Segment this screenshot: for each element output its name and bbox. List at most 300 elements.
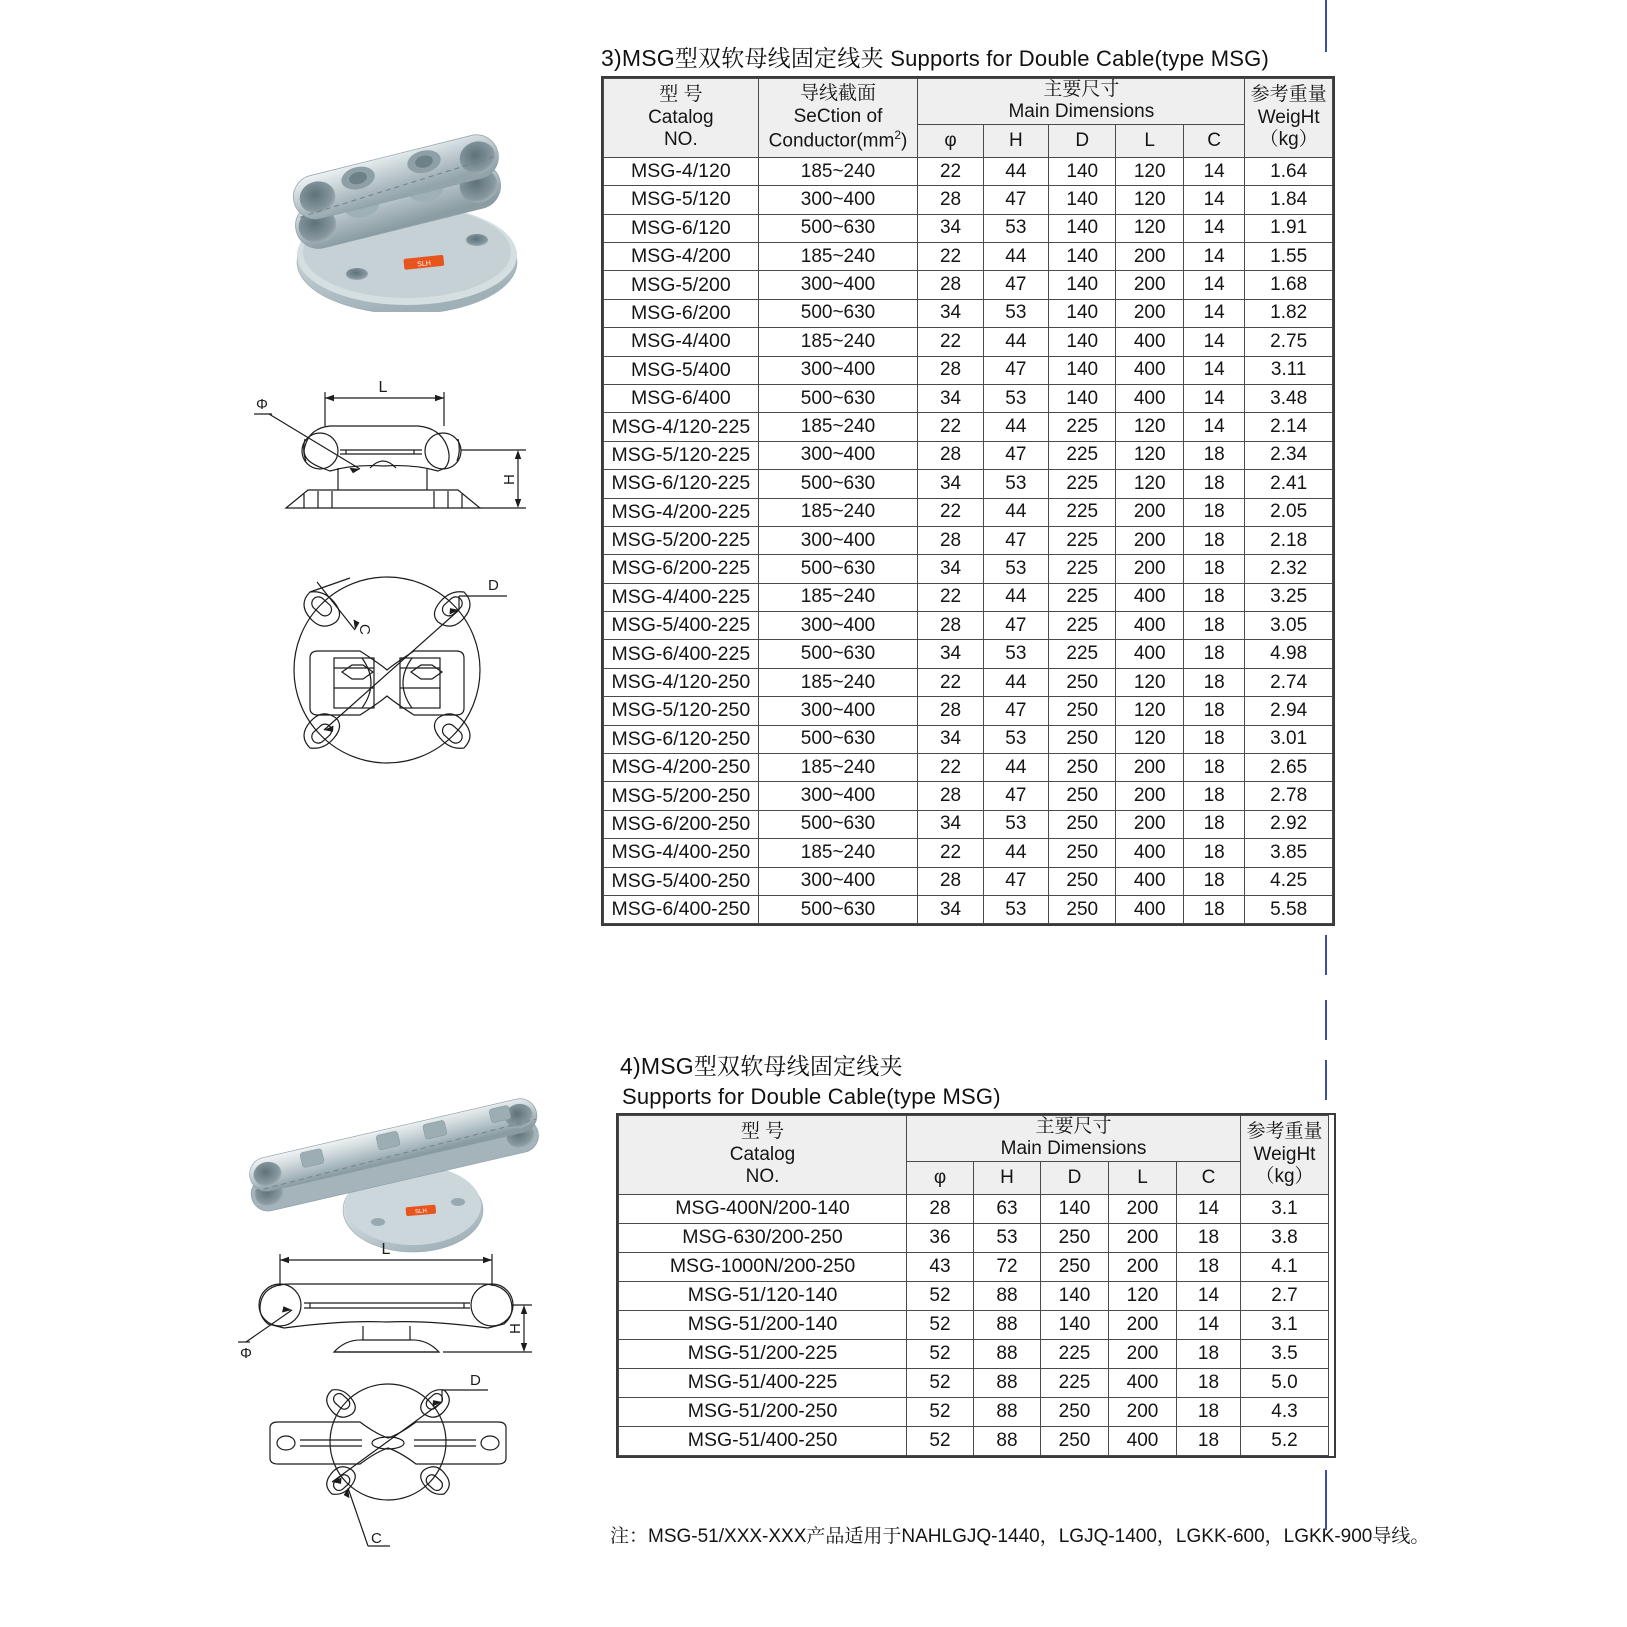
cell-value: 53	[983, 384, 1048, 412]
cell-catalog-no: MSG-4/120	[604, 157, 759, 185]
cell-value: 120	[1116, 668, 1183, 696]
cell-value: 53	[983, 810, 1048, 838]
cell-catalog-no: MSG-51/200-250	[619, 1397, 907, 1426]
cell-value: 18	[1177, 1339, 1241, 1368]
cell-value: 500~630	[758, 384, 918, 412]
table-row[interactable]	[604, 214, 1333, 242]
cell-value: 18	[1177, 1426, 1241, 1455]
cell-value: 140	[1049, 356, 1116, 384]
cell-catalog-no: MSG-4/400-250	[604, 839, 759, 867]
cell-value: 400	[1116, 640, 1183, 668]
cell-value: 28	[918, 867, 983, 895]
table-row[interactable]	[604, 356, 1333, 384]
cell-value: 225	[1041, 1339, 1109, 1368]
section-3-table-head	[604, 79, 1333, 158]
cell-value: 250	[1049, 697, 1116, 725]
cell-value: 14	[1177, 1194, 1241, 1223]
header-dim-d-s4: D	[1041, 1161, 1109, 1194]
cell-value: 185~240	[758, 668, 918, 696]
table-row[interactable]	[604, 384, 1333, 412]
section-4-plan-drawing	[240, 1370, 540, 1555]
cell-value: 22	[918, 328, 983, 356]
cell-value: 1.64	[1245, 157, 1333, 185]
cell-value: 3.1	[1241, 1194, 1329, 1223]
cell-value: 4.3	[1241, 1397, 1329, 1426]
plan-label-D-s3: D	[488, 577, 499, 594]
cell-value: 1.68	[1245, 271, 1333, 299]
cell-catalog-no: MSG-51/400-250	[619, 1426, 907, 1455]
table-row[interactable]	[604, 526, 1333, 554]
table-row[interactable]	[604, 328, 1333, 356]
cell-catalog-no: MSG-5/120-225	[604, 441, 759, 469]
table-row[interactable]	[619, 1223, 1329, 1252]
cell-value: 225	[1049, 640, 1116, 668]
header-main-en-s3: Main Dimensions	[1008, 101, 1155, 123]
cell-value: 4.98	[1245, 640, 1333, 668]
header-section-sup-s3: 2	[894, 127, 901, 142]
table-row[interactable]	[604, 271, 1333, 299]
cell-value: 140	[1049, 242, 1116, 270]
section-4-spec-table	[616, 1113, 1336, 1458]
table-row[interactable]	[604, 839, 1333, 867]
cell-value: 200	[1116, 754, 1183, 782]
table-row[interactable]	[604, 299, 1333, 327]
cell-catalog-no: MSG-6/120	[604, 214, 759, 242]
cell-catalog-no: MSG-5/400-225	[604, 612, 759, 640]
header-main-cn-s4: 主要尺寸	[1035, 1116, 1112, 1137]
section-4-title-en: Supports for Double Cable(type MSG)	[622, 1084, 1001, 1109]
cell-value: 1.55	[1245, 242, 1333, 270]
cell-value: 300~400	[758, 526, 918, 554]
section-3-elevation-drawing	[242, 368, 532, 513]
elevation-label-phi-s3: Φ	[256, 396, 268, 413]
cell-value: 250	[1049, 839, 1116, 867]
header-weight-unit-s3: （kg）	[1259, 129, 1318, 151]
cell-value: 140	[1041, 1281, 1109, 1310]
plan-label-C-s3: C	[356, 624, 373, 635]
cell-value: 400	[1116, 839, 1183, 867]
cell-value: 18	[1183, 470, 1244, 498]
cell-value: 53	[983, 640, 1048, 668]
table-row[interactable]	[604, 413, 1333, 441]
cell-value: 18	[1183, 583, 1244, 611]
cell-value: 18	[1183, 725, 1244, 753]
table-row[interactable]	[604, 242, 1333, 270]
table-row[interactable]	[604, 498, 1333, 526]
cell-value: 140	[1049, 299, 1116, 327]
cell-value: 36	[907, 1223, 974, 1252]
cell-catalog-no: MSG-5/200-225	[604, 526, 759, 554]
cell-value: 3.25	[1245, 583, 1333, 611]
cell-value: 400	[1116, 867, 1183, 895]
table-row[interactable]	[604, 725, 1333, 753]
trim-mark-top	[1325, 0, 1327, 52]
cell-value: 225	[1049, 470, 1116, 498]
header-section-s3	[758, 79, 918, 158]
header-weight-en-s4: WeigHt	[1253, 1143, 1316, 1165]
cell-catalog-no: MSG-6/400	[604, 384, 759, 412]
cell-value: 3.11	[1245, 356, 1333, 384]
cell-value: 18	[1177, 1252, 1241, 1281]
cell-value: 140	[1049, 328, 1116, 356]
cell-value: 185~240	[758, 839, 918, 867]
cell-value: 2.94	[1245, 697, 1333, 725]
cell-value: 88	[974, 1310, 1041, 1339]
cell-value: 200	[1109, 1252, 1177, 1281]
cell-value: 140	[1049, 214, 1116, 242]
cell-value: 3.1	[1241, 1310, 1329, 1339]
cell-catalog-no: MSG-5/400-250	[604, 867, 759, 895]
cell-value: 44	[983, 583, 1048, 611]
cell-value: 1.84	[1245, 186, 1333, 214]
cell-value: 225	[1049, 555, 1116, 583]
cell-value: 47	[983, 697, 1048, 725]
cell-value: 47	[983, 271, 1048, 299]
cell-value: 18	[1183, 754, 1244, 782]
cell-value: 2.34	[1245, 441, 1333, 469]
cell-value: 44	[983, 242, 1048, 270]
trim-mark-mid-1	[1325, 1000, 1327, 1040]
table-row[interactable]	[604, 668, 1333, 696]
cell-value: 14	[1183, 384, 1244, 412]
section-3-number: 3)	[601, 45, 622, 71]
table-row[interactable]	[604, 782, 1333, 810]
header-main-en-s4: Main Dimensions	[1000, 1138, 1147, 1160]
cell-value: 2.14	[1245, 413, 1333, 441]
cell-value: 300~400	[758, 441, 918, 469]
header-main-cn-s3: 主要尺寸	[1043, 79, 1120, 100]
cell-catalog-no: MSG-6/200	[604, 299, 759, 327]
cell-value: 34	[918, 384, 983, 412]
cell-value: 18	[1183, 555, 1244, 583]
table-row[interactable]	[619, 1252, 1329, 1281]
cell-value: 500~630	[758, 895, 918, 923]
cell-value: 18	[1183, 839, 1244, 867]
cell-value: 120	[1116, 157, 1183, 185]
header-weight-en-s3: WeigHt	[1257, 106, 1320, 128]
cell-value: 34	[918, 640, 983, 668]
section-4-heading-en	[622, 1083, 1001, 1110]
cell-value: 5.0	[1241, 1368, 1329, 1397]
cell-value: 44	[983, 839, 1048, 867]
cell-value: 28	[918, 186, 983, 214]
table-row[interactable]	[604, 754, 1333, 782]
cell-value: 500~630	[758, 640, 918, 668]
table-row[interactable]	[604, 612, 1333, 640]
cell-value: 250	[1041, 1252, 1109, 1281]
cell-value: 400	[1116, 384, 1183, 412]
header-weight-unit-s4: （kg）	[1255, 1166, 1314, 1188]
table-row[interactable]	[604, 895, 1333, 923]
cell-catalog-no: MSG-4/400-225	[604, 583, 759, 611]
table-row[interactable]	[619, 1281, 1329, 1310]
table-row[interactable]	[604, 157, 1333, 185]
trim-mark-upper	[1325, 935, 1327, 975]
header-weight-s3	[1245, 79, 1333, 158]
cell-value: 28	[918, 526, 983, 554]
cell-value: 52	[907, 1339, 974, 1368]
cell-value: 2.75	[1245, 328, 1333, 356]
cell-value: 250	[1041, 1397, 1109, 1426]
cell-value: 44	[983, 498, 1048, 526]
cell-value: 200	[1116, 299, 1183, 327]
table-row[interactable]	[619, 1194, 1329, 1223]
cell-value: 2.74	[1245, 668, 1333, 696]
elevation-label-L-s3: L	[378, 379, 388, 396]
cell-value: 200	[1109, 1223, 1177, 1252]
cell-value: 18	[1183, 640, 1244, 668]
cell-catalog-no: MSG-5/400	[604, 356, 759, 384]
cell-value: 3.05	[1245, 612, 1333, 640]
cell-value: 400	[1109, 1426, 1177, 1455]
section-3-plan-drawing	[252, 552, 522, 782]
cell-value: 44	[983, 754, 1048, 782]
cell-catalog-no: MSG-4/400	[604, 328, 759, 356]
cell-value: 300~400	[758, 867, 918, 895]
cell-value: 22	[918, 839, 983, 867]
cell-value: 44	[983, 157, 1048, 185]
cell-catalog-no: MSG-6/200-250	[604, 810, 759, 838]
section-4-heading-cn	[620, 1048, 903, 1081]
section-4-elevation-drawing	[238, 1240, 538, 1370]
cell-value: 52	[907, 1281, 974, 1310]
table-row[interactable]	[604, 810, 1333, 838]
table-row[interactable]	[604, 697, 1333, 725]
cell-value: 18	[1183, 867, 1244, 895]
section-3-heading	[601, 40, 1269, 73]
cell-value: 120	[1116, 186, 1183, 214]
cell-value: 250	[1049, 782, 1116, 810]
cell-catalog-no: MSG-6/400-225	[604, 640, 759, 668]
cell-value: 18	[1183, 526, 1244, 554]
section-4-product-photo	[228, 1062, 558, 1262]
cell-value: 120	[1109, 1281, 1177, 1310]
cell-value: 14	[1183, 299, 1244, 327]
cell-value: 120	[1116, 413, 1183, 441]
cell-catalog-no: MSG-630/200-250	[619, 1223, 907, 1252]
header-catalog-en1-s4: Catalog	[729, 1143, 796, 1165]
cell-value: 28	[918, 782, 983, 810]
cell-value: 53	[983, 214, 1048, 242]
cell-value: 185~240	[758, 242, 918, 270]
cell-value: 250	[1049, 895, 1116, 923]
cell-value: 3.85	[1245, 839, 1333, 867]
cell-value: 250	[1049, 754, 1116, 782]
cell-value: 500~630	[758, 725, 918, 753]
cell-catalog-no: MSG-51/120-140	[619, 1281, 907, 1310]
cell-value: 300~400	[758, 186, 918, 214]
elevation-label-H-s3: H	[501, 474, 518, 485]
cell-value: 200	[1116, 271, 1183, 299]
table-row[interactable]	[619, 1368, 1329, 1397]
table-row[interactable]	[619, 1426, 1329, 1455]
section-3-title-cn: MSG型双软母线固定线夹	[621, 45, 884, 71]
section-3-table-body	[604, 157, 1333, 924]
section-4-table-body	[619, 1194, 1329, 1455]
cell-value: 18	[1183, 498, 1244, 526]
cell-value: 250	[1041, 1223, 1109, 1252]
cell-value: 200	[1109, 1397, 1177, 1426]
cell-value: 18	[1177, 1368, 1241, 1397]
cell-value: 18	[1183, 697, 1244, 725]
cell-value: 120	[1116, 725, 1183, 753]
table-row[interactable]	[619, 1397, 1329, 1426]
section-3-spec-table	[601, 76, 1335, 926]
header-section-cn-s3: 导线截面	[799, 83, 876, 105]
header-dim-c-s3: C	[1183, 124, 1244, 157]
cell-value: 34	[918, 810, 983, 838]
cell-value: 200	[1116, 498, 1183, 526]
cell-value: 2.92	[1245, 810, 1333, 838]
cell-value: 44	[983, 668, 1048, 696]
cell-value: 28	[918, 612, 983, 640]
cell-value: 28	[918, 441, 983, 469]
cell-value: 185~240	[758, 413, 918, 441]
cell-value: 225	[1049, 612, 1116, 640]
cell-value: 300~400	[758, 271, 918, 299]
plan-label-C-s4: C	[371, 1530, 382, 1547]
section-4-title-cn: MSG型双软母线固定线夹	[640, 1053, 903, 1079]
cell-value: 34	[918, 725, 983, 753]
cell-value: 14	[1177, 1281, 1241, 1310]
cell-value: 200	[1116, 810, 1183, 838]
cell-value: 140	[1049, 186, 1116, 214]
cell-value: 2.41	[1245, 470, 1333, 498]
cell-value: 200	[1116, 555, 1183, 583]
table-row[interactable]	[604, 583, 1333, 611]
cell-value: 18	[1183, 782, 1244, 810]
cell-value: 28	[918, 271, 983, 299]
cell-value: 140	[1041, 1310, 1109, 1339]
cell-value: 47	[983, 356, 1048, 384]
cell-value: 1.91	[1245, 214, 1333, 242]
section-4-note: 注：MSG-51/XXX-XXX产品适用于NAHLGJQ-1440，LGJQ-1400，LGKK-600，LGKK-900导线。	[610, 1526, 1430, 1547]
cell-value: 52	[907, 1368, 974, 1397]
cell-value: 200	[1116, 782, 1183, 810]
cell-value: 300~400	[758, 356, 918, 384]
cell-value: 14	[1183, 157, 1244, 185]
cell-value: 34	[918, 470, 983, 498]
table-row[interactable]	[604, 186, 1333, 214]
cell-value: 44	[983, 413, 1048, 441]
cell-value: 3.5	[1241, 1339, 1329, 1368]
header-main-dims-s4	[907, 1116, 1241, 1162]
cell-value: 88	[974, 1426, 1041, 1455]
header-dim-h-s3: H	[983, 124, 1048, 157]
cell-value: 34	[918, 555, 983, 583]
cell-value: 22	[918, 413, 983, 441]
cell-value: 200	[1116, 242, 1183, 270]
cell-value: 52	[907, 1426, 974, 1455]
cell-value: 250	[1049, 725, 1116, 753]
cell-value: 3.01	[1245, 725, 1333, 753]
table-row[interactable]	[619, 1339, 1329, 1368]
table-row[interactable]	[604, 640, 1333, 668]
cell-value: 53	[983, 299, 1048, 327]
header-dim-d-s3: D	[1049, 124, 1116, 157]
cell-value: 14	[1183, 356, 1244, 384]
cell-value: 53	[983, 725, 1048, 753]
cell-value: 2.32	[1245, 555, 1333, 583]
cell-value: 300~400	[758, 697, 918, 725]
cell-value: 88	[974, 1281, 1041, 1310]
cell-value: 400	[1116, 895, 1183, 923]
header-row-1-s4	[619, 1116, 1329, 1162]
cell-value: 88	[974, 1339, 1041, 1368]
cell-value: 53	[983, 895, 1048, 923]
cell-value: 400	[1116, 612, 1183, 640]
cell-value: 28	[918, 697, 983, 725]
cell-value: 185~240	[758, 157, 918, 185]
cell-value: 5.2	[1241, 1426, 1329, 1455]
cell-value: 22	[918, 498, 983, 526]
cell-catalog-no: MSG-6/120-250	[604, 725, 759, 753]
cell-value: 14	[1183, 413, 1244, 441]
cell-value: 43	[907, 1252, 974, 1281]
table-row[interactable]	[604, 867, 1333, 895]
cell-value: 22	[918, 242, 983, 270]
cell-value: 120	[1116, 214, 1183, 242]
table-row[interactable]	[604, 441, 1333, 469]
cell-value: 250	[1049, 668, 1116, 696]
cell-value: 18	[1183, 668, 1244, 696]
table-row[interactable]	[619, 1310, 1329, 1339]
header-dim-l-s4: L	[1109, 1161, 1177, 1194]
cell-value: 18	[1177, 1397, 1241, 1426]
header-row-1	[604, 79, 1333, 125]
cell-value: 34	[918, 299, 983, 327]
cell-catalog-no: MSG-5/200-250	[604, 782, 759, 810]
cell-value: 185~240	[758, 498, 918, 526]
cell-value: 44	[983, 328, 1048, 356]
cell-value: 63	[974, 1194, 1041, 1223]
section-3-title-en: Supports for Double Cable(type MSG)	[890, 46, 1269, 71]
cell-value: 225	[1049, 583, 1116, 611]
section-3-table-wrapper	[601, 76, 1335, 931]
cell-value: 88	[974, 1397, 1041, 1426]
cell-value: 2.18	[1245, 526, 1333, 554]
cell-catalog-no: MSG-4/200	[604, 242, 759, 270]
cell-value: 53	[983, 555, 1048, 583]
header-catalog-cn-s3: 型 号	[659, 84, 703, 106]
cell-value: 2.05	[1245, 498, 1333, 526]
cell-catalog-no: MSG-5/120-250	[604, 697, 759, 725]
cell-catalog-no: MSG-6/400-250	[604, 895, 759, 923]
cell-value: 18	[1183, 612, 1244, 640]
cell-value: 120	[1116, 697, 1183, 725]
cell-value: 72	[974, 1252, 1041, 1281]
cell-value: 18	[1177, 1223, 1241, 1252]
table-row[interactable]	[604, 555, 1333, 583]
cell-catalog-no: MSG-51/200-140	[619, 1310, 907, 1339]
cell-value: 300~400	[758, 612, 918, 640]
cell-catalog-no: MSG-6/120-225	[604, 470, 759, 498]
cell-value: 14	[1183, 328, 1244, 356]
header-weight-cn-s3: 参考重量	[1250, 84, 1327, 106]
header-section-en2-s3: $Conductor(mm^2)$	[768, 127, 908, 152]
header-catalog-en1-s3: Catalog	[648, 106, 714, 128]
svg-text:SLH: SLH	[414, 1208, 428, 1216]
header-catalog-en2-s4: NO.	[745, 1166, 780, 1188]
cell-value: 47	[983, 186, 1048, 214]
cell-value: 120	[1116, 441, 1183, 469]
table-row[interactable]	[604, 470, 1333, 498]
header-catalog-s4	[619, 1116, 907, 1195]
cell-value: 47	[983, 441, 1048, 469]
cell-value: 225	[1049, 526, 1116, 554]
header-dim-phi-s4: φ	[907, 1161, 974, 1194]
cell-value: 225	[1049, 498, 1116, 526]
